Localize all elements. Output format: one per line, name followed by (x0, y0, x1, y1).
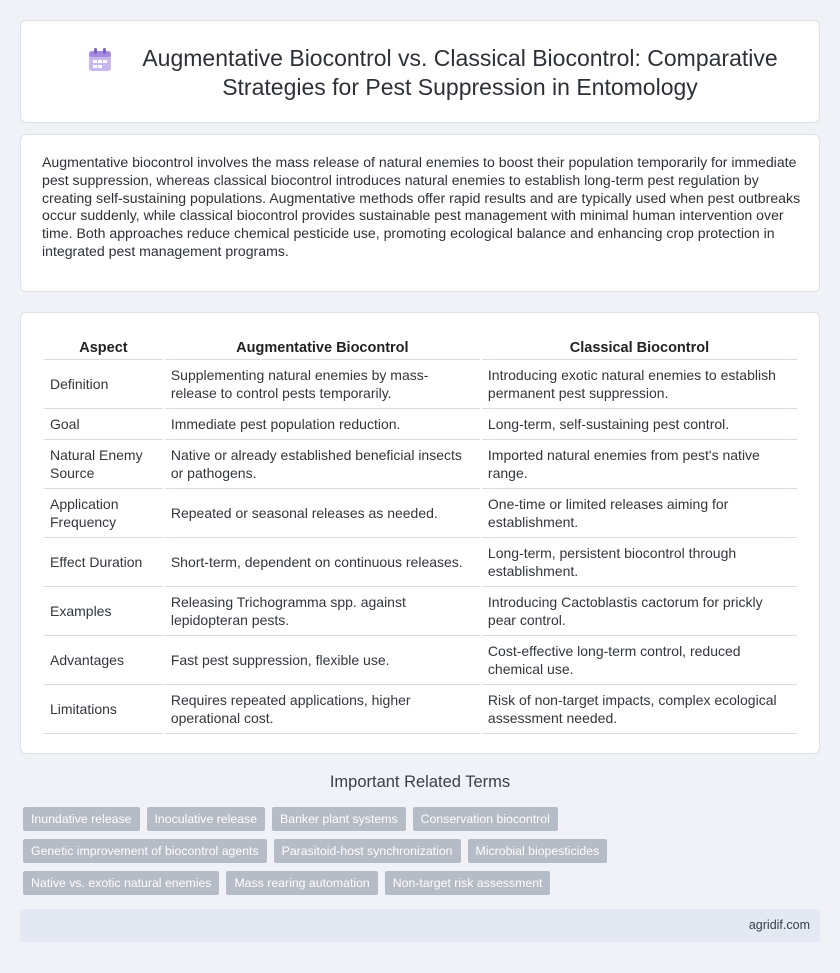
aspect-cell: Examples (44, 587, 163, 636)
calendar-icon (87, 47, 113, 73)
augmentative-cell: Releasing Trichogramma spp. against lepidopteran pests. (165, 587, 480, 636)
table-row (44, 538, 797, 587)
augmentative-cell: Requires repeated applications, higher operational cost. (165, 685, 480, 734)
column-header: Augmentative Biocontrol (165, 335, 480, 360)
related-term-tag[interactable]: Non-target risk assessment (385, 871, 551, 895)
title-card (20, 20, 820, 123)
footer-site-link[interactable]: agridif.com (748, 918, 810, 932)
related-term-tag[interactable]: Microbial biopesticides (468, 839, 608, 863)
classical-cell: Long-term, persistent biocontrol through establishment. (482, 538, 797, 587)
related-term-tag[interactable]: Genetic improvement of biocontrol agents (23, 839, 267, 863)
comparison-table-card (20, 312, 820, 754)
augmentative-cell: Fast pest suppression, flexible use. (165, 636, 480, 685)
augmentative-cell: Supplementing natural enemies by mass-release to control pests temporarily. (165, 360, 480, 409)
page-title: Augmentative Biocontrol vs. Classical Biocontrol: Comparative Strategies for Pest Suppression in Entomology (142, 45, 778, 100)
table-row (44, 489, 797, 538)
classical-cell: One-time or limited releases aiming for establishment. (482, 489, 797, 538)
table-row (44, 440, 797, 489)
related-terms-list (23, 807, 803, 895)
aspect-cell: Advantages (44, 636, 163, 685)
classical-cell: Long-term, self-sustaining pest control. (482, 409, 797, 440)
aspect-cell: Goal (44, 409, 163, 440)
related-term-tag[interactable]: Banker plant systems (272, 807, 406, 831)
augmentative-cell: Immediate pest population reduction. (165, 409, 480, 440)
classical-cell: Introducing Cactoblastis cactorum for prickly pear control. (482, 587, 797, 636)
classical-cell: Imported natural enemies from pest's native range. (482, 440, 797, 489)
classical-cell: Cost-effective long-term control, reduced chemical use. (482, 636, 797, 685)
classical-cell: Introducing exotic natural enemies to establish permanent pest suppression. (482, 360, 797, 409)
footer (20, 909, 820, 942)
aspect-cell: Natural Enemy Source (44, 440, 163, 489)
aspect-cell: Definition (44, 360, 163, 409)
column-header: Aspect (44, 335, 163, 360)
classical-cell: Risk of non-target impacts, complex ecological assessment needed. (482, 685, 797, 734)
augmentative-cell: Native or already established beneficial insects or pathogens. (165, 440, 480, 489)
table-header-row (44, 335, 797, 360)
table-row (44, 587, 797, 636)
aspect-cell: Limitations (44, 685, 163, 734)
aspect-cell: Application Frequency (44, 489, 163, 538)
summary-text: Augmentative biocontrol involves the mass release of natural enemies to boost their population temporarily for immediate pest suppression, whereas classical biocontrol introduces natural enemies to establish long-term pest regulation by creating self-sustaining populations. Augmentative methods offer rapid results and are typically used when pest outbreaks occur suddenly, while classical biocontrol provides sustainable pest management with minimal human intervention over time. Both approaches reduce chemical pesticide use, promoting ecological balance and enhancing crop protection in integrated pest management programs. (42, 154, 801, 259)
related-term-tag[interactable]: Inundative release (23, 807, 140, 831)
related-term-tag[interactable]: Mass rearing automation (226, 871, 377, 895)
augmentative-cell: Short-term, dependent on continuous releases. (165, 538, 480, 587)
related-term-tag[interactable]: Parasitoid-host synchronization (274, 839, 461, 863)
table-row (44, 636, 797, 685)
augmentative-cell: Repeated or seasonal releases as needed. (165, 489, 480, 538)
comparison-table (42, 335, 799, 734)
related-term-tag[interactable]: Inoculative release (147, 807, 266, 831)
table-row (44, 409, 797, 440)
aspect-cell: Effect Duration (44, 538, 163, 587)
related-term-tag[interactable]: Native vs. exotic natural enemies (23, 871, 219, 895)
related-terms-heading: Important Related Terms (329, 773, 511, 791)
column-header: Classical Biocontrol (482, 335, 797, 360)
related-term-tag[interactable]: Conservation biocontrol (413, 807, 558, 831)
summary-card (20, 134, 820, 292)
table-row (44, 360, 797, 409)
table-row (44, 685, 797, 734)
